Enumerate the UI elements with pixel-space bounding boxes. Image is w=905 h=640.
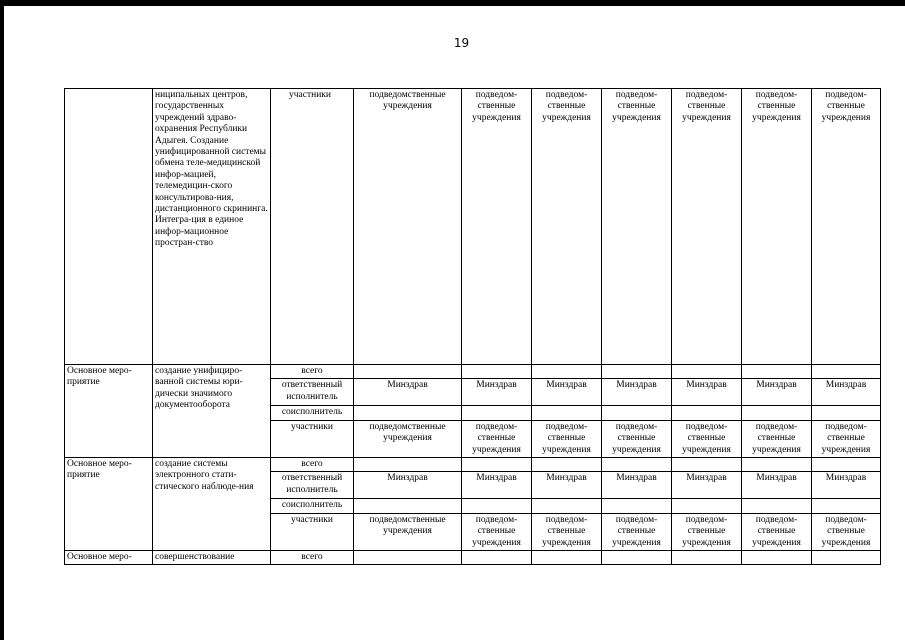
participant-cell: подведом-ственные учреждения	[602, 420, 672, 457]
type-cell: Основное меро-приятие	[65, 457, 153, 550]
table-row	[65, 457, 881, 471]
participant-cell: подведом-ственные учреждения	[602, 513, 672, 550]
participant-cell: подведом-ственные учреждения	[742, 513, 812, 550]
responsible-cell: Минздрав	[742, 472, 812, 499]
description-cell: совершенствование	[153, 550, 271, 564]
role-cell: всего	[271, 550, 354, 564]
responsible-cell: Минздрав	[812, 379, 881, 406]
role-cell: ответственный исполнитель	[271, 472, 354, 499]
role-cell: соисполнитель	[271, 406, 354, 420]
participant-cell: подведом-ственные учреждения	[672, 513, 742, 550]
responsible-cell: Минздрав	[462, 472, 532, 499]
role-cell: всего	[271, 365, 354, 379]
responsible-cell: Минздрав	[672, 379, 742, 406]
responsible-cell: Минздрав	[354, 379, 462, 406]
responsible-cell: Минздрав	[602, 472, 672, 499]
participant-cell: подведом-ственные учреждения	[672, 89, 742, 365]
participant-cell: подведом-ственные учреждения	[742, 89, 812, 365]
participant-cell: подведомственные учреждения	[354, 513, 462, 550]
role-cell: всего	[271, 457, 354, 471]
role-cell: соисполнитель	[271, 499, 354, 513]
participant-cell: подведомственные учреждения	[354, 89, 462, 365]
participant-cell: подведомственные учреждения	[354, 420, 462, 457]
responsible-cell: Минздрав	[532, 379, 602, 406]
role-cell: ответственный исполнитель	[271, 379, 354, 406]
page-border-left	[0, 0, 4, 640]
participant-cell: подведом-ственные учреждения	[602, 89, 672, 365]
table-row	[65, 550, 881, 564]
page-number: 19	[453, 36, 470, 50]
responsible-cell: Минздрав	[462, 379, 532, 406]
participant-cell: подведом-ственные учреждения	[462, 513, 532, 550]
participant-cell: подведом-ственные учреждения	[532, 513, 602, 550]
description-cell: создание системы электронного стати-стического наблюде-ния	[153, 457, 271, 550]
description-cell: создание унифициро-ванной системы юри-дически значимого документооборота	[153, 365, 271, 458]
participant-cell: подведом-ственные учреждения	[532, 420, 602, 457]
responsible-cell: Минздрав	[532, 472, 602, 499]
table-row	[65, 365, 881, 379]
table-row	[65, 89, 881, 365]
type-cell: Основное меро-	[65, 550, 153, 564]
program-table	[64, 88, 881, 565]
role-cell: участники	[271, 89, 354, 365]
responsible-cell: Минздрав	[742, 379, 812, 406]
type-cell: Основное меро-приятие	[65, 365, 153, 458]
role-cell: участники	[271, 513, 354, 550]
participant-cell: подведом-ственные учреждения	[462, 89, 532, 365]
responsible-cell: Минздрав	[354, 472, 462, 499]
page-border-top	[0, 0, 905, 6]
participant-cell: подведом-ственные учреждения	[462, 420, 532, 457]
type-cell	[65, 89, 153, 365]
role-cell: участники	[271, 420, 354, 457]
description-cell: ниципальных центров, государственных учреждений здраво-охранения Республики Адыгея. Создание унифицированной системы обмена теле-медицинской инфор-мацией, телемедицин-ского консультирова-ния, дистанционного скрининга. Интегра-ция в единое инфор-мационное простран-ство	[153, 89, 271, 365]
participant-cell: подведом-ственные учреждения	[812, 89, 881, 365]
responsible-cell: Минздрав	[602, 379, 672, 406]
participant-cell: подведом-ственные учреждения	[532, 89, 602, 365]
participant-cell: подведом-ственные учреждения	[742, 420, 812, 457]
participant-cell: подведом-ственные учреждения	[672, 420, 742, 457]
participant-cell: подведом-ственные учреждения	[812, 420, 881, 457]
responsible-cell: Минздрав	[672, 472, 742, 499]
participant-cell: подведом-ственные учреждения	[812, 513, 881, 550]
responsible-cell: Минздрав	[812, 472, 881, 499]
